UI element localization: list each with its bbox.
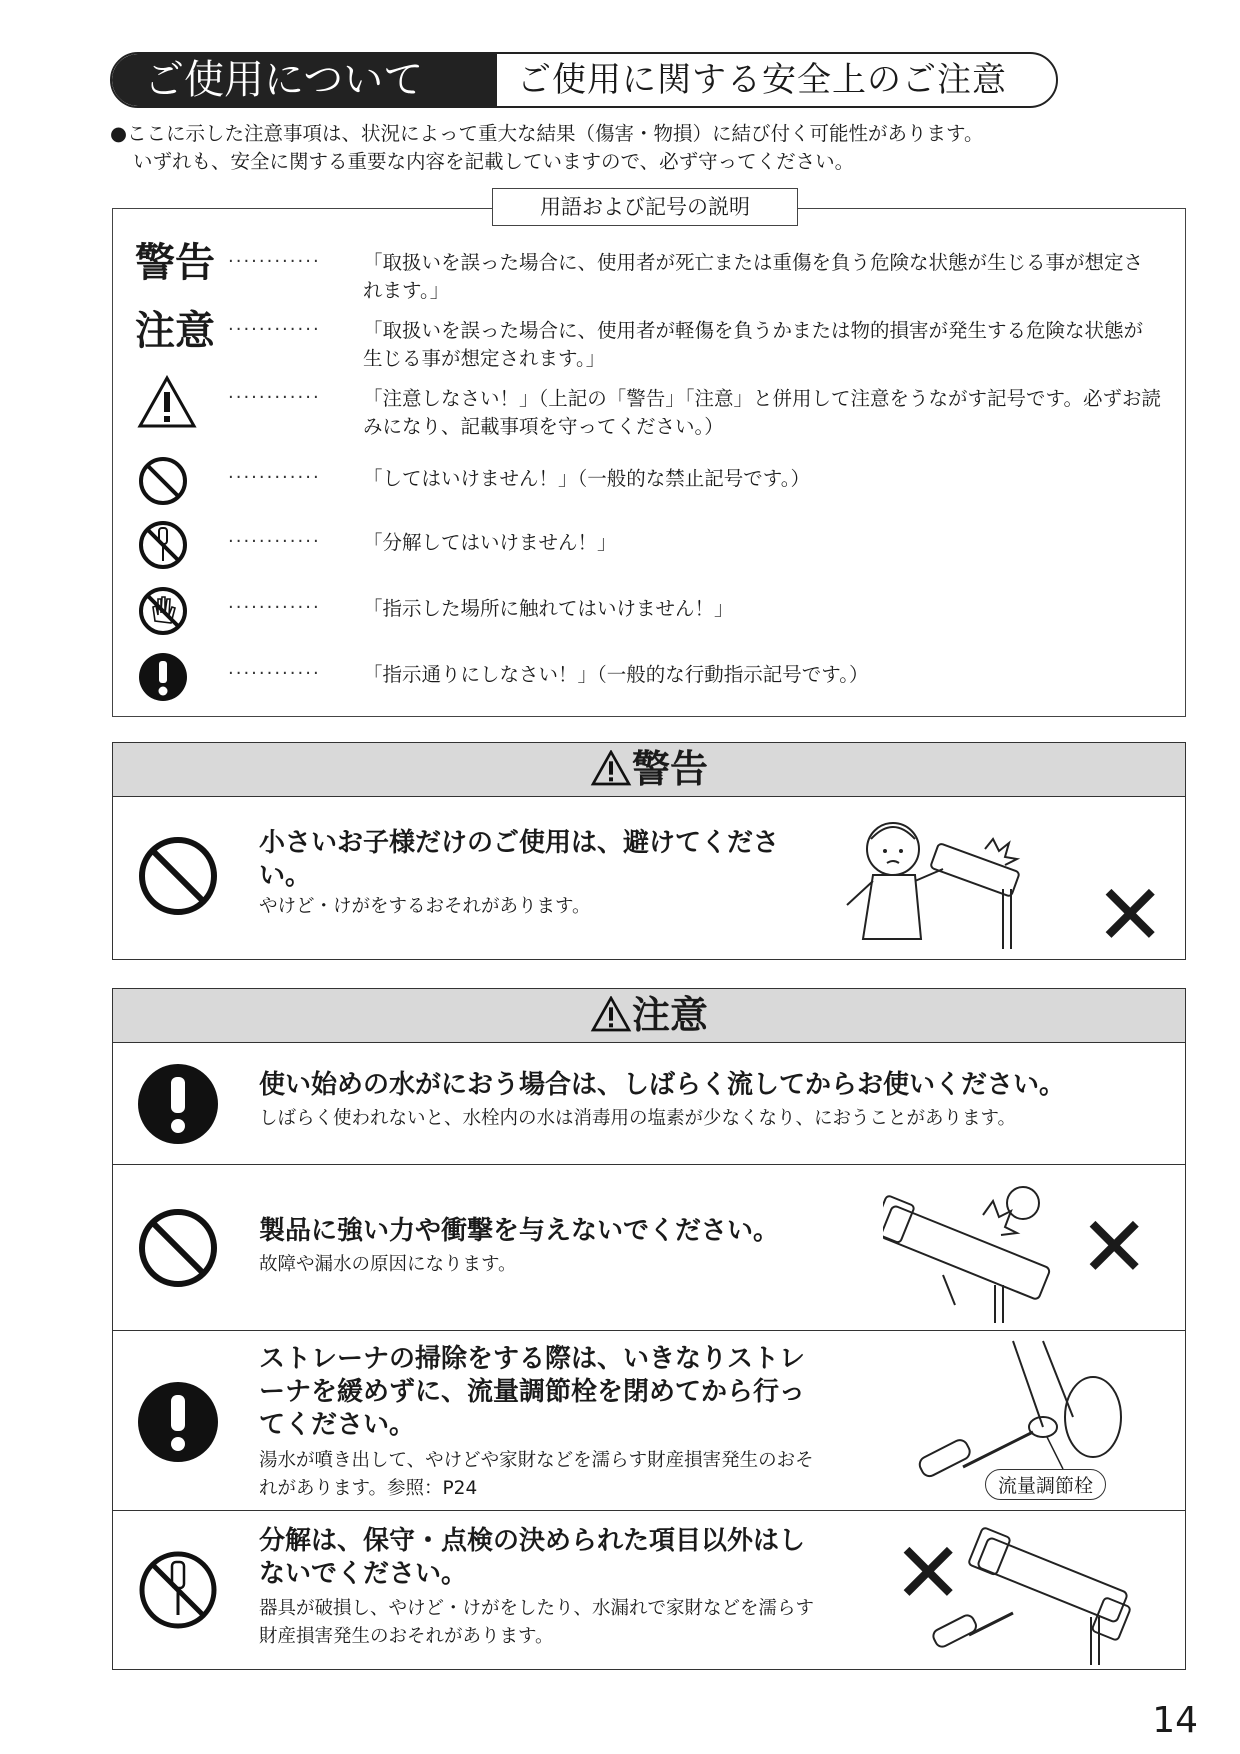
leader-dots: ············ (228, 319, 321, 340)
caution-item (113, 1511, 1185, 1669)
section-subtitle: ご使用に関する安全上のご注意 (517, 60, 1007, 100)
caution-heading (113, 989, 1185, 1043)
x-mark-icon: ✕ (893, 1524, 964, 1622)
intro-line-1: ●ここに示した注意事項は、状況によって重大な結果（傷害・物損）に結び付く可能性があります。 (110, 122, 984, 145)
caution-item-heading: 製品に強い力や衝撃を与えないでください。 (259, 1216, 780, 1246)
caution-title: 注意 (631, 993, 708, 1037)
mandatory-icon (137, 651, 189, 703)
legend-text: 「取扱いを誤った場合に、使用者が軽傷を負うかまたは物的損害が発生する危険な状態が生じる事が想定されます。」 (363, 319, 1144, 370)
warning-item (113, 797, 1185, 964)
legend-key-warning: 警告 (135, 240, 215, 286)
legend-box (112, 208, 1186, 717)
leader-dots: ············ (228, 597, 321, 618)
legend-key-caution: 注意 (135, 308, 215, 354)
legend-text: 「取扱いを誤った場合に、使用者が死亡または重傷を負う危険な状態が生じる事が想定されます。」 (363, 251, 1144, 302)
warning-title: 警告 (631, 747, 708, 791)
leader-dots: ············ (228, 467, 321, 488)
prohibition-icon (137, 835, 219, 917)
child-using-faucet-illustration (835, 809, 1045, 954)
caution-item (113, 1331, 1185, 1511)
faucet-impact-illustration (883, 1175, 1083, 1325)
legend-text: 「指示通りにしなさい！」（一般的な行動指示記号です。） (363, 663, 869, 686)
section-header (110, 52, 1058, 108)
x-mark-icon: ✕ (1095, 866, 1166, 964)
faucet-screwdriver-illustration (909, 1517, 1149, 1667)
caution-item-heading: ストレーナの掃除をする際は、いきなりストレーナを緩めずに、流量調節栓を閉めてから行ってください。 (259, 1344, 806, 1440)
intro-text (110, 120, 1170, 176)
caution-item-note: 湯水が噴き出して、やけどや家財などを濡らす財産損害発生のおそれがあります。参照：P24 (259, 1450, 814, 1499)
prohibition-icon (137, 455, 189, 507)
warning-triangle-icon (590, 996, 632, 1032)
page-number: 14 (1152, 1700, 1198, 1741)
caution-item-heading: 分解は、保守・点検の決められた項目以外はしないでください。 (259, 1526, 806, 1589)
warning-triangle-icon (137, 375, 197, 429)
prohibition-icon (137, 1207, 219, 1289)
legend-text: 「指示した場所に触れてはいけません！」 (363, 597, 734, 620)
flow-valve-callout: 流量調節栓 (985, 1469, 1106, 1500)
warning-triangle-icon (590, 750, 632, 786)
caution-section (112, 988, 1186, 1670)
legend-text: 「分解してはいけません！」 (363, 531, 617, 554)
x-mark-icon: ✕ (1079, 1198, 1150, 1296)
caution-item-note: しばらく使われないと、水栓内の水は消毒用の塩素が少なくなり、におうことがあります。 (259, 1108, 1017, 1129)
no-touch-icon (137, 585, 189, 637)
caution-item-note: 器具が破損し、やけど・けがをしたり、水漏れで家財などを濡らす財産損害発生のおそれがあります。 (259, 1598, 815, 1647)
legend-title: 用語および記号の説明 (492, 188, 798, 226)
caution-item-heading: 使い始めの水がにおう場合は、しばらく流してからお使いください。 (259, 1070, 1066, 1100)
leader-dots: ············ (228, 251, 321, 272)
no-disassembly-icon (137, 519, 189, 571)
mandatory-icon (137, 1063, 219, 1145)
caution-item (113, 1043, 1185, 1165)
warning-item-heading: 小さいお子様だけのご使用は、避けてください。 (259, 828, 780, 891)
legend-text: 「注意しなさい！」（上記の「警告」「注意」と併用して注意をうながす記号です。必ずお読みになり、記載事項を守ってください。） (363, 387, 1161, 438)
warning-item-note: やけど・けがをするおそれがあります。 (259, 896, 591, 917)
warning-section (112, 742, 1186, 964)
leader-dots: ············ (228, 531, 321, 552)
caution-item-note: 故障や漏水の原因になります。 (259, 1254, 517, 1275)
legend-text: 「してはいけません！」（一般的な禁止記号です。） (363, 467, 810, 490)
section-title: ご使用について (112, 54, 497, 106)
mandatory-icon (137, 1381, 219, 1463)
caution-item (113, 1165, 1185, 1331)
warning-heading (113, 743, 1185, 797)
intro-line-2: いずれも、安全に関する重要な内容を記載していますので、必ず守ってください。 (133, 150, 855, 173)
no-disassembly-icon (137, 1549, 219, 1631)
leader-dots: ············ (228, 663, 321, 684)
leader-dots: ············ (228, 387, 321, 408)
